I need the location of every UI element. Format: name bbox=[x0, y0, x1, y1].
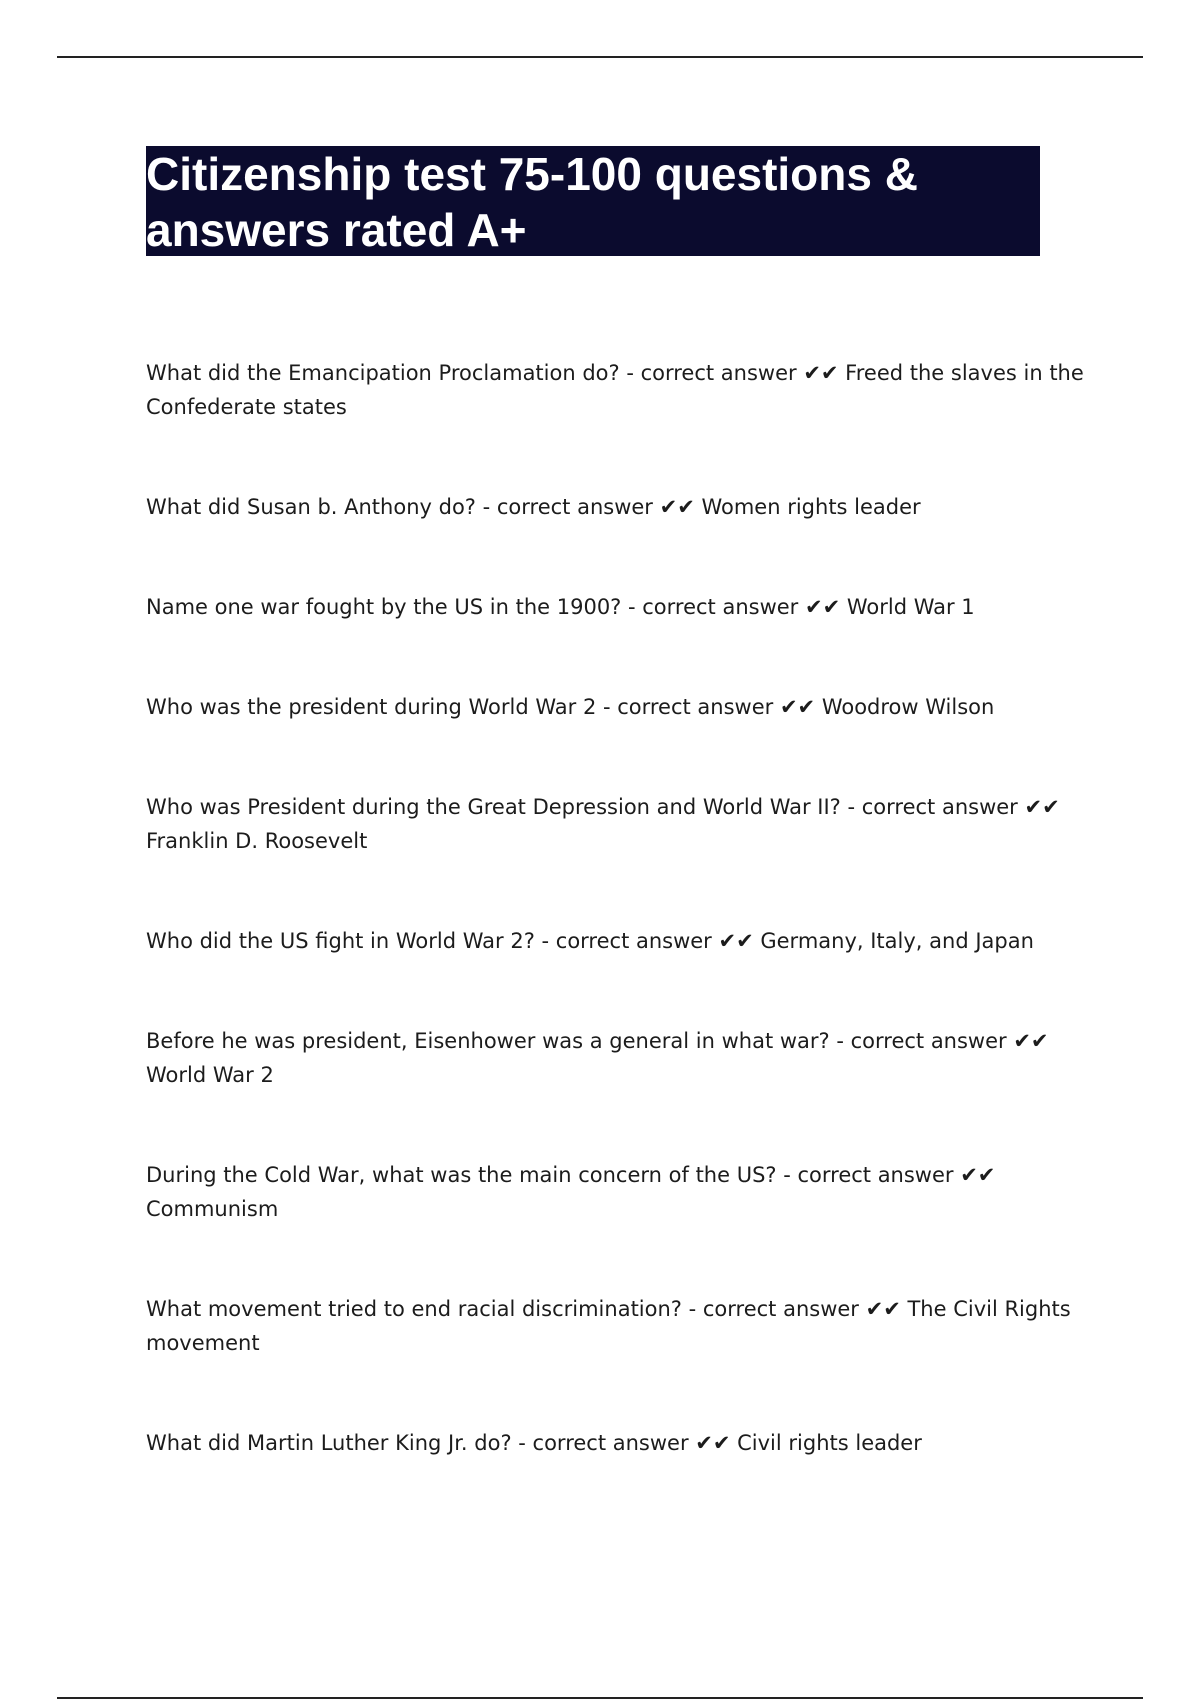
qa-item: Name one war fought by the US in the 1900? - correct answer ✔✔ World War 1 bbox=[146, 595, 975, 619]
qa-item: What did Susan b. Anthony do? - correct answer ✔✔ Women rights leader bbox=[146, 495, 921, 519]
qa-item: Who was the president during World War 2 - correct answer ✔✔ Woodrow Wilson bbox=[146, 695, 995, 719]
top-divider bbox=[57, 56, 1143, 58]
qa-item: Before he was president, Eisenhower was a general in what war? - correct answer ✔✔ World War 2 bbox=[146, 1029, 1049, 1087]
qa-item: What did the Emancipation Proclamation do? - correct answer ✔✔ Freed the slaves in the Confederate states bbox=[146, 361, 1084, 419]
qa-item: Who was President during the Great Depression and World War II? - correct answer ✔✔ Franklin D. Roosevelt bbox=[146, 795, 1060, 853]
qa-list bbox=[146, 356, 1086, 1526]
qa-item: What did Martin Luther King Jr. do? - correct answer ✔✔ Civil rights leader bbox=[146, 1431, 922, 1455]
qa-item: Who did the US fight in World War 2? - correct answer ✔✔ Germany, Italy, and Japan bbox=[146, 929, 1034, 953]
qa-item: During the Cold War, what was the main concern of the US? - correct answer ✔✔ Communism bbox=[146, 1163, 996, 1221]
qa-item: What movement tried to end racial discrimination? - correct answer ✔✔ The Civil Rights movement bbox=[146, 1297, 1071, 1355]
title-banner bbox=[146, 146, 1040, 256]
bottom-divider bbox=[57, 1697, 1143, 1699]
page-title: Citizenship test 75-100 questions & answers rated A+ bbox=[146, 148, 918, 256]
